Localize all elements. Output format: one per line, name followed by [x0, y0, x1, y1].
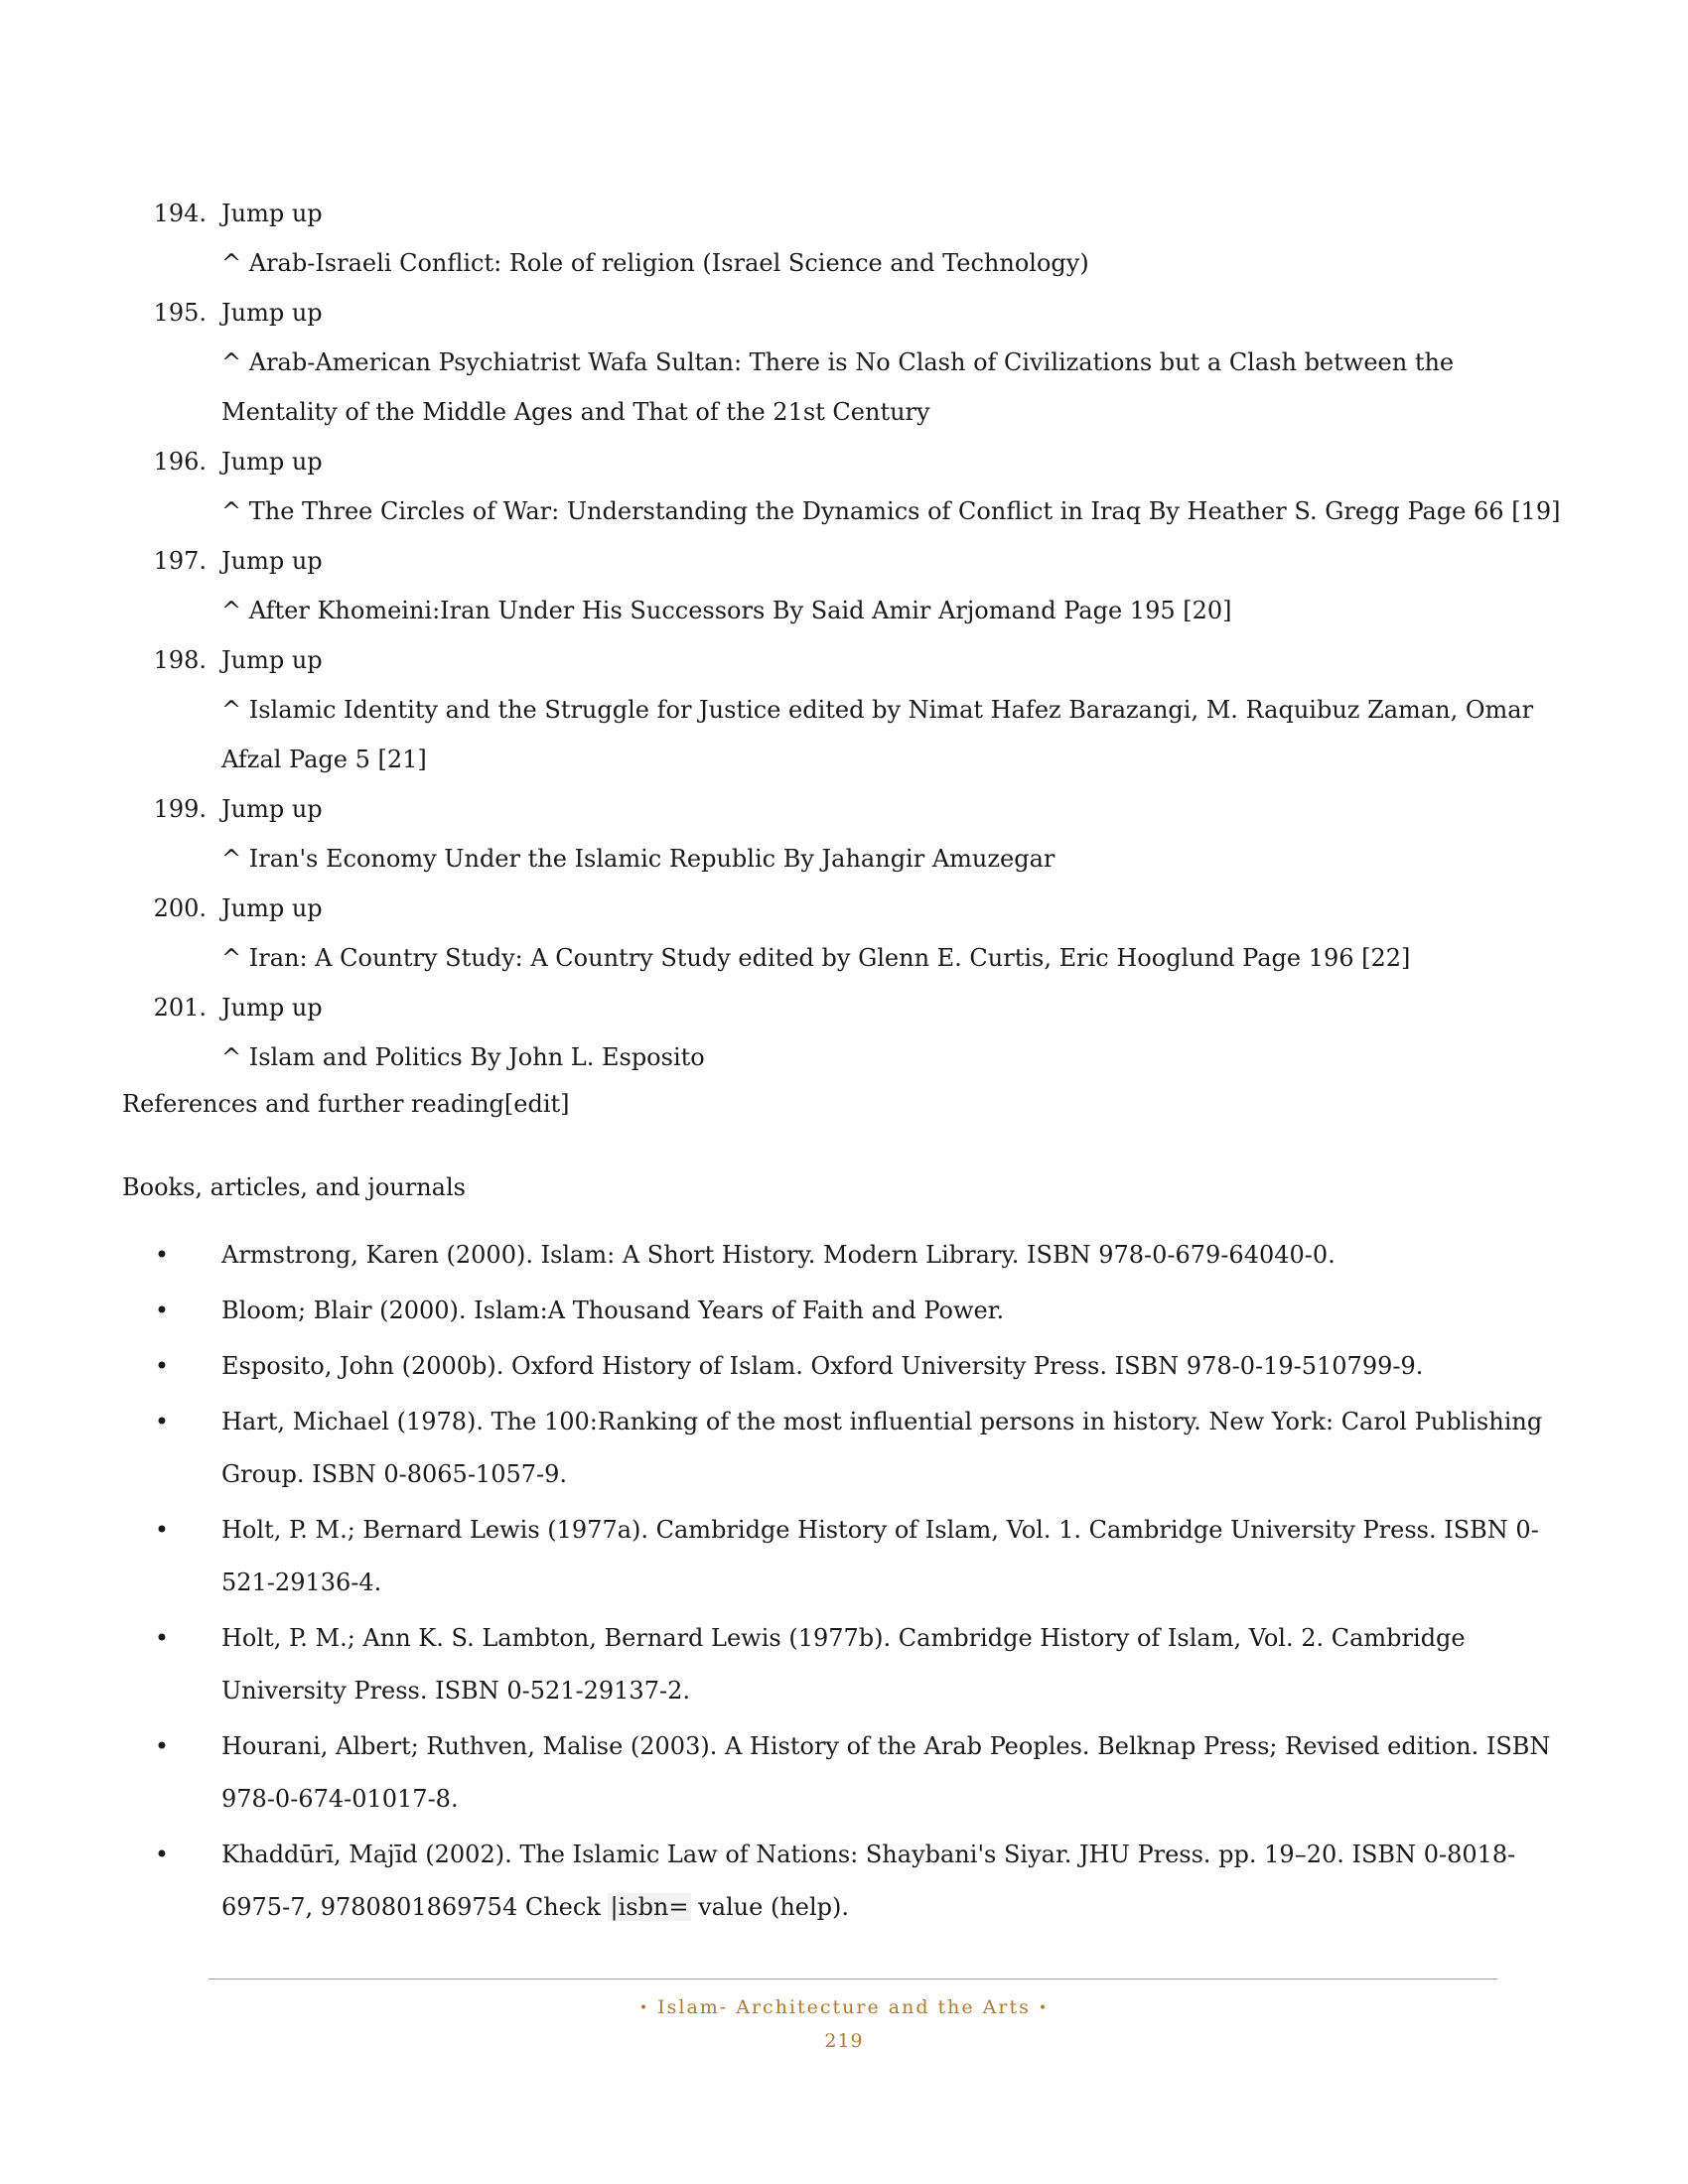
footnote-text: ^ Iran: A Country Study: A Country Study edited by Glenn E. Curtis, Eric Hooglund Page 196 [22]	[221, 944, 1411, 972]
bibliography-item	[0, 1720, 1688, 1826]
footer-title	[0, 1993, 1688, 2022]
footnote-number: 196.	[153, 448, 207, 476]
bibliography-text: Armstrong, Karen (2000). Islam: A Short History. Modern Library. ISBN 978-0-679-64040-0.	[221, 1241, 1336, 1269]
jump-up-link[interactable]: Jump up	[221, 200, 323, 227]
footnote-text: ^ Islamic Identity and the Struggle for Justice edited by Nimat Hafez Barazangi, M. Raquibuz Zaman, Omar Afzal Page 5 [21]	[221, 696, 1534, 773]
footnote-number: 197.	[153, 547, 207, 575]
footnote-item	[0, 536, 1688, 635]
footnote-item	[0, 635, 1688, 784]
footnote-text: ^ Islam and Politics By John L. Esposito	[221, 1043, 705, 1071]
bibliography-text: Holt, P. M.; Bernard Lewis (1977a). Cambridge History of Islam, Vol. 1. Cambridge University Press. ISBN 0-521-29136-4.	[221, 1516, 1539, 1596]
jump-up-link[interactable]: Jump up	[221, 299, 323, 327]
footnote-item	[0, 288, 1688, 437]
bullet-icon: •	[154, 1841, 170, 1868]
footnote-text: ^ Arab-Israeli Conflict: Role of religion (Israel Science and Technology)	[221, 249, 1089, 277]
jump-up-link[interactable]: Jump up	[221, 646, 323, 674]
footer-dot-icon: •	[638, 2000, 650, 2016]
footnote-text: ^ Arab-American Psychiatrist Wafa Sultan: There is No Clash of Civilizations but a Clash between the Mentality of the Middle Ages and That of the 21st Century	[221, 348, 1455, 426]
bullet-icon: •	[154, 1241, 170, 1269]
isbn-param-code: |isbn=	[610, 1893, 689, 1921]
page-number: 219	[824, 2030, 864, 2052]
footnote-item	[0, 884, 1688, 983]
bullet-icon: •	[154, 1408, 170, 1435]
bibliography-item	[0, 1340, 1688, 1393]
footnote-item	[0, 437, 1688, 536]
bibliography-text: Hart, Michael (1978). The 100:Ranking of the most influential persons in history. New York: Carol Publishing Group. ISBN 0-8065-1057-9.	[221, 1408, 1543, 1488]
bibliography-text: Holt, P. M.; Ann K. S. Lambton, Bernard Lewis (1977b). Cambridge History of Islam, Vol. 2. Cambridge University Press. ISBN 0-521-29137-2.	[221, 1624, 1466, 1705]
bibliography-item	[0, 1504, 1688, 1609]
footnote-number: 201.	[153, 994, 207, 1022]
bullet-icon: •	[154, 1516, 170, 1544]
jump-up-link[interactable]: Jump up	[221, 448, 323, 476]
bibliography-text: Bloom; Blair (2000). Islam:A Thousand Years of Faith and Power.	[221, 1297, 1005, 1324]
footnote-item	[0, 189, 1688, 288]
bullet-icon: •	[154, 1297, 170, 1324]
jump-up-link[interactable]: Jump up	[221, 547, 323, 575]
bibliography-item	[0, 1229, 1688, 1282]
footer-dot-icon: •	[1038, 2000, 1050, 2016]
jump-up-link[interactable]: Jump up	[221, 894, 323, 922]
footnote-text: ^ After Khomeini:Iran Under His Successors By Said Amir Arjomand Page 195 [20]	[221, 597, 1232, 624]
bibliography-item	[0, 1396, 1688, 1501]
footnote-text: ^ Iran's Economy Under the Islamic Republic By Jahangir Amuzegar	[221, 845, 1055, 873]
bullet-icon: •	[154, 1624, 170, 1652]
bibliography-item	[0, 1829, 1688, 1934]
bibliography-item	[0, 1285, 1688, 1337]
footnotes-list	[0, 189, 1688, 1082]
jump-up-link[interactable]: Jump up	[221, 994, 323, 1022]
bullet-icon: •	[154, 1732, 170, 1760]
footnote-number: 194.	[153, 200, 207, 227]
bibliography-item	[0, 1612, 1688, 1717]
footnote-item	[0, 983, 1688, 1082]
bibliography-text: Hourani, Albert; Ruthven, Malise (2003). A History of the Arab Peoples. Belknap Press; Revised edition. ISBN 978-0-674-01017-8.	[221, 1732, 1551, 1813]
references-heading: References and further reading[edit]	[122, 1090, 570, 1118]
bibliography-text: Esposito, John (2000b). Oxford History of Islam. Oxford University Press. ISBN 978-0-19-510799-9.	[221, 1352, 1424, 1380]
footnote-number: 199.	[153, 795, 207, 823]
bibliography-list	[0, 1229, 1688, 1937]
bibliography-last-text: Khaddūrī, Majīd (2002). The Islamic Law of Nations: Shaybani's Siyar. JHU Press. pp. 19–20. ISBN 0-8018-6975-7, 9780801869754 Check	[221, 1841, 1516, 1921]
footer-book-title: Islam- Architecture and the Arts	[657, 1996, 1031, 2018]
books-subheading: Books, articles, and journals	[122, 1173, 466, 1201]
footnote-item	[0, 784, 1688, 884]
footnote-number: 195.	[153, 299, 207, 327]
jump-up-link[interactable]: Jump up	[221, 795, 323, 823]
help-link[interactable]: value (help).	[690, 1893, 850, 1921]
bullet-icon: •	[154, 1352, 170, 1380]
footnote-text: ^ The Three Circles of War: Understanding the Dynamics of Conflict in Iraq By Heather S. Gregg Page 66 [19]	[221, 497, 1561, 525]
bibliography-text-last	[221, 1829, 1584, 1934]
footnote-number: 198.	[153, 646, 207, 674]
footnote-number: 200.	[153, 894, 207, 922]
